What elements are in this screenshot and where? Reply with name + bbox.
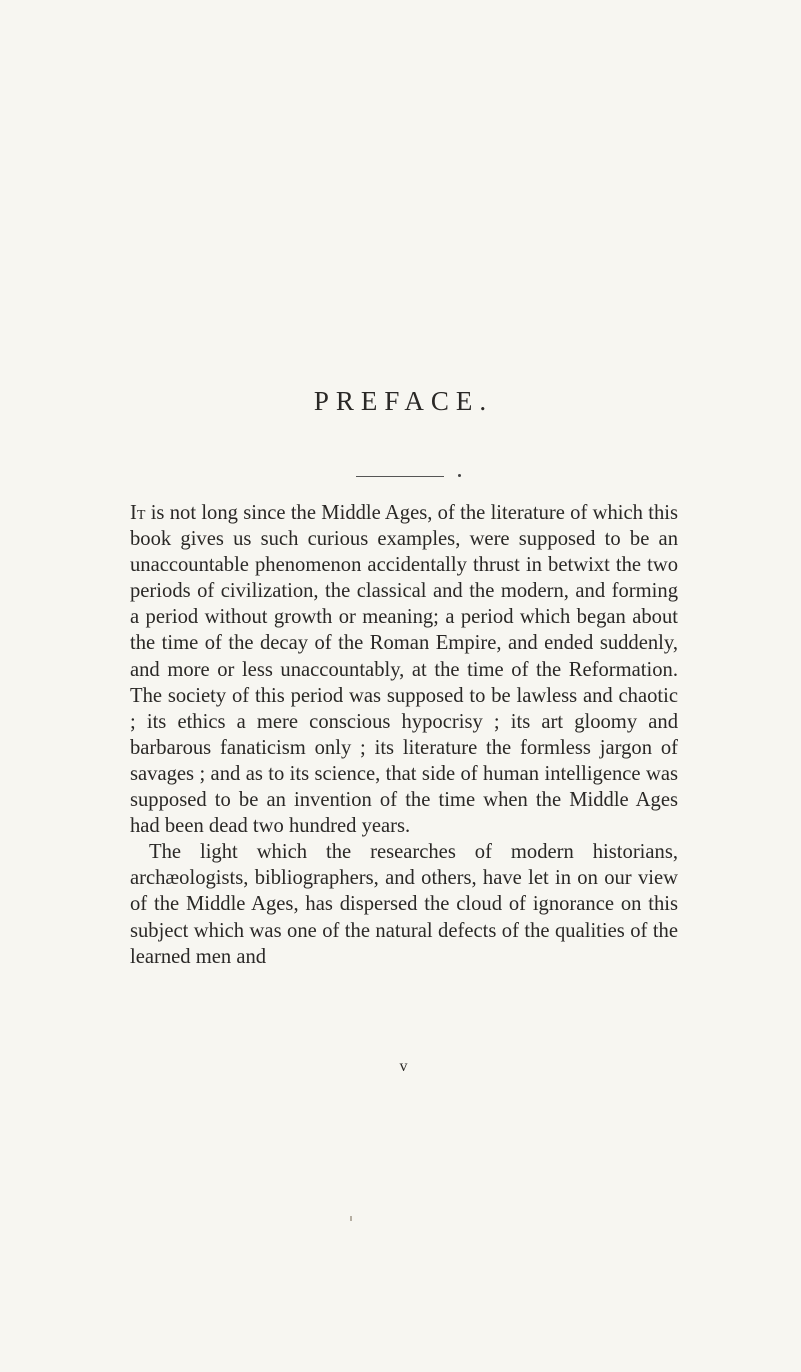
paragraph-1-text: is not long since the Middle Ages, of the literature of which this book gives us such curious examples, were supposed to be an unaccountable phenomenon accidentally thrust in betwixt the two periods of civilization, the classical and the modern, and forming a period without growth or meaning; a period which began about the time of the decay of the Roman Empire, and ended suddenly, and more or less unaccountably, at the time of the Reformation. The society of this period was supposed to be lawless and chaotic ; its ethics a mere conscious hypocrisy ; its art gloomy and barbarous fanaticism only ; its literature the formless jargon of savages ; and as to its science, that side of human intelligence was supposed to be an invention of the time when the Middle Ages had been dead two hundred years.: [130, 502, 678, 838]
page-number: v: [399, 1058, 408, 1075]
page-title: PREFACE.: [313, 386, 494, 416]
title-rule: [356, 476, 444, 477]
paragraph-1: [130, 500, 678, 839]
paper-speck: [350, 1216, 352, 1221]
paragraph-2: [130, 839, 678, 969]
paragraph-lead-word: It: [130, 502, 146, 524]
paragraph-2-text: The light which the researches of modern historians, archæologists, bibliographers, and others, have let in on our view of the Middle Ages, has dispersed the cloud of ignorance on this subject which was one of the natural defects of the qualities of the learned men and: [130, 841, 678, 968]
rule-dot: [458, 474, 461, 477]
preface-body: [130, 500, 678, 970]
